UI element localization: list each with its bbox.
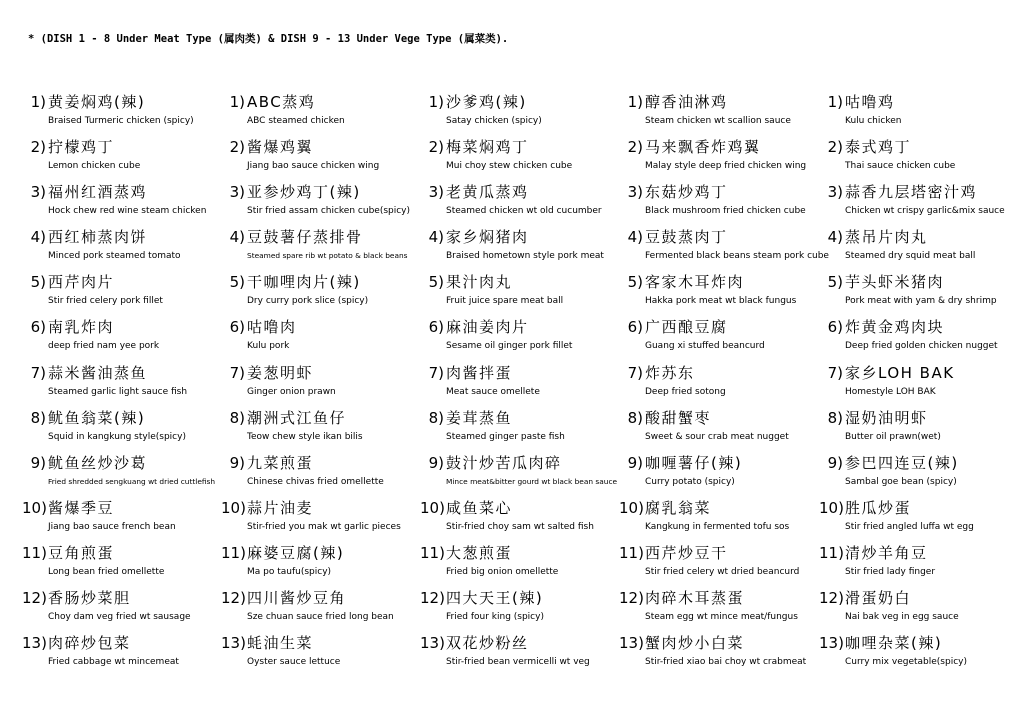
dish-number: 12) [619,589,644,608]
dish-english-name: Fermented black beans steam pork cube [645,251,829,262]
dish-english-name: Steamed ginger paste fish [446,431,565,442]
dish-number: 12) [819,589,844,608]
dish-number: 6) [229,318,245,337]
dish-item [22,227,221,272]
dish-english-name: Guang xi stuffed beancurd [645,341,765,352]
dish-number: 10) [420,498,445,517]
dish-item [619,408,818,453]
dish-number: 5) [428,273,444,292]
dish-number: 1) [827,93,843,111]
dish-english-name: Hakka pork meat wt black fungus [645,296,797,307]
dish-item [22,498,221,543]
dish-item [819,92,1018,137]
dish-item [221,137,420,182]
dish-number: 6) [428,318,444,337]
dish-number: 11) [619,543,644,562]
dish-chinese-name: 西红柿蒸肉饼 [48,228,148,247]
dish-chinese-name: ABC蒸鸡 [247,93,316,111]
dish-item [819,633,1018,678]
dish-number: 4) [627,228,643,247]
dish-item [221,92,420,137]
dish-english-name: Sesame oil ginger pork fillet [446,341,573,352]
dish-chinese-name: 家乡LOH BAK [845,363,955,382]
dish-chinese-name: 蟹肉炒小白菜 [645,634,745,653]
dish-english-name: Stir fried assam chicken cube(spicy) [247,206,411,217]
dish-item [22,137,221,182]
dish-number: 6) [827,318,843,337]
dish-number: 13) [221,634,246,653]
dish-chinese-name: 咕噜鸡 [845,93,895,111]
dish-number: 2) [30,138,46,157]
dish-chinese-name: 鼓汁炒苦瓜肉碎 [446,453,562,472]
dish-number: 13) [420,634,445,653]
dish-chinese-name: 咖喱薯仔(辣) [645,453,743,472]
dish-english-name: Long bean fried omellette [48,566,165,577]
dish-item [819,137,1018,182]
dish-number: 2) [827,138,843,157]
dish-item [221,182,420,227]
dish-english-name: Lemon chicken cube [48,161,141,172]
dish-number: 11) [22,543,47,562]
dish-english-name: Malay style deep fried chicken wing [645,161,807,172]
dish-english-name: Sze chuan sauce fried long bean [247,612,394,623]
dish-number: 2) [428,138,444,157]
dish-chinese-name: 老黄瓜蒸鸡 [446,183,529,202]
dish-item [221,588,420,633]
dish-item [221,317,420,362]
dish-english-name: Stir-fried choy sam wt salted fish [446,521,594,532]
menu-grid [0,92,1024,682]
dish-number: 5) [827,273,843,292]
dish-english-name: Stir-fried xiao bai choy wt crabmeat [645,657,807,668]
dish-chinese-name: 炸苏东 [645,363,695,382]
dish-chinese-name: 咖哩杂菜(辣) [845,634,943,653]
dish-chinese-name: 麻婆豆腐(辣) [247,543,345,562]
dish-item [22,317,221,362]
dish-number: 13) [22,634,47,653]
dish-chinese-name: 西芹肉片 [48,273,115,292]
dish-number: 7) [229,363,245,382]
dish-number: 8) [30,408,46,427]
dish-item [819,543,1018,588]
dish-number: 12) [420,589,445,608]
dish-item [819,272,1018,317]
dish-number: 12) [221,589,246,608]
dish-item [420,363,619,408]
dish-chinese-name: 广西酿豆腐 [645,318,728,337]
dish-chinese-name: 芋头虾米猪肉 [845,273,945,292]
dish-item [221,363,420,408]
dish-english-name: Stir fried lady finger [845,566,936,577]
dish-chinese-name: 炸黄金鸡肉块 [845,318,945,337]
dish-item [22,272,221,317]
dish-english-name: Deep fried sotong [645,386,726,397]
dish-chinese-name: 酸甜蟹枣 [645,408,712,427]
menu-note: * (DISH 1 - 8 Under Meat Type (属肉类) & DISH 9 - 13 Under Vege Type (属菜类). [28,33,509,45]
dish-english-name: Oyster sauce lettuce [247,657,341,668]
dish-chinese-name: 梅菜焖鸡丁 [446,138,529,157]
dish-chinese-name: 腐乳翁菜 [645,498,712,517]
dish-english-name: Kulu chicken [845,116,902,126]
dish-english-name: Chicken wt crispy garlic&mix sauce [845,206,1005,217]
dish-number: 7) [428,363,444,382]
dish-number: 5) [30,273,46,292]
dish-item [221,543,420,588]
dish-english-name: Curry potato (spicy) [645,476,735,487]
dish-item [819,408,1018,453]
dish-item [420,588,619,633]
dish-english-name: Stir fried angled luffa wt egg [845,521,974,532]
dish-number: 6) [627,318,643,337]
dish-number: 9) [229,453,245,472]
dish-english-name: Jiang bao sauce chicken wing [247,161,380,172]
dish-english-name: Steam egg wt mince meat/fungus [645,612,798,623]
dish-item [420,92,619,137]
dish-english-name: Deep fried golden chicken nugget [845,341,998,352]
dish-number: 4) [229,228,245,247]
dish-number: 3) [627,183,643,202]
dish-english-name: Thai sauce chicken cube [845,161,956,172]
dish-number: 1) [627,93,643,111]
dish-english-name: Kulu pork [247,341,290,352]
dish-chinese-name: 双花炒粉丝 [446,634,529,653]
dish-english-name: Kangkung in fermented tofu sos [645,521,790,532]
dish-number: 7) [627,363,643,382]
dish-chinese-name: 咕噜肉 [247,318,297,337]
dish-english-name: Steamed spare rib wt potato & black beans [247,251,408,261]
dish-english-name: Homestyle LOH BAK [845,386,936,397]
dish-number: 12) [22,589,47,608]
dish-chinese-name: 潮洲式江鱼仔 [247,408,347,427]
dish-english-name: Curry mix vegetable(spicy) [845,657,967,668]
dish-item [221,272,420,317]
dish-chinese-name: 客家木耳炸肉 [645,273,745,292]
dish-number: 10) [619,498,644,517]
dish-chinese-name: 参巴四连豆(辣) [845,453,959,472]
dish-number: 2) [627,138,643,157]
dish-item [619,543,818,588]
dish-english-name: Braised hometown style pork meat [446,251,604,262]
dish-number: 6) [30,318,46,337]
dish-chinese-name: 胜瓜炒蛋 [845,498,912,517]
dish-number: 3) [30,183,46,202]
dish-chinese-name: 姜茸蒸鱼 [446,408,513,427]
dish-item [819,363,1018,408]
dish-number: 9) [827,453,843,472]
dish-chinese-name: 滑蛋奶白 [845,589,912,608]
dish-item [22,182,221,227]
dish-chinese-name: 蒜米酱油蒸鱼 [48,363,148,382]
dish-chinese-name: 酱爆季豆 [48,498,115,517]
dish-chinese-name: 湿奶油明虾 [845,408,928,427]
dish-chinese-name: 大葱煎蛋 [446,543,513,562]
dish-english-name: Minced pork steamed tomato [48,251,181,262]
dish-chinese-name: 咸鱼菜心 [446,498,513,517]
dish-item [22,633,221,678]
dish-english-name: Steamed chicken wt old cucumber [446,206,602,217]
dish-number: 4) [428,228,444,247]
dish-english-name: Braised Turmeric chicken (spicy) [48,116,194,126]
dish-item [819,588,1018,633]
dish-number: 13) [619,634,644,653]
dish-number: 8) [827,408,843,427]
dish-english-name: Ginger onion prawn [247,386,336,397]
dish-chinese-name: 肉碎木耳蒸蛋 [645,589,745,608]
dish-number: 2) [229,138,245,157]
dish-english-name: Nai bak veg in egg sauce [845,612,959,623]
dish-number: 3) [428,183,444,202]
dish-item [619,633,818,678]
dish-chinese-name: 黄姜焖鸡(辣) [48,93,146,111]
dish-item [221,453,420,498]
dish-chinese-name: 沙爹鸡(辣) [446,93,527,111]
dish-item [420,272,619,317]
dish-chinese-name: 西芹炒豆干 [645,543,728,562]
dish-number: 1) [229,93,245,111]
dish-chinese-name: 蒸吊片肉丸 [845,228,928,247]
dish-item [22,363,221,408]
dish-chinese-name: 鱿鱼丝炒沙葛 [48,453,148,472]
dish-chinese-name: 拧檬鸡丁 [48,138,115,157]
dish-chinese-name: 九菜煎蛋 [247,453,314,472]
dish-english-name: Stir-fried you mak wt garlic pieces [247,521,401,532]
dish-english-name: Stir-fried bean vermicelli wt veg [446,657,590,668]
dish-english-name: Jiang bao sauce french bean [48,521,176,532]
dish-chinese-name: 马来飘香炸鸡翼 [645,138,761,157]
dish-english-name: Steam chicken wt scallion sauce [645,116,791,126]
dish-english-name: Dry curry pork slice (spicy) [247,296,369,307]
dish-number: 9) [627,453,643,472]
dish-chinese-name: 姜葱明虾 [247,363,314,382]
dish-chinese-name: 果汁肉丸 [446,273,513,292]
dish-english-name: Steamed dry squid meat ball [845,251,976,262]
dish-english-name: Sweet & sour crab meat nugget [645,431,789,442]
dish-item [819,227,1018,272]
dish-number: 4) [30,228,46,247]
dish-number: 13) [819,634,844,653]
dish-english-name: Ma po taufu(spicy) [247,566,332,577]
dish-number: 5) [229,273,245,292]
dish-english-name: Fried big onion omellette [446,566,559,577]
dish-english-name: Squid in kangkung style(spicy) [48,431,186,442]
dish-chinese-name: 清炒羊角豆 [845,543,928,562]
dish-chinese-name: 蒜香九层塔密汁鸡 [845,183,978,202]
dish-english-name: Choy dam veg fried wt sausage [48,612,191,623]
dish-item [619,227,829,272]
dish-item [420,408,619,453]
dish-chinese-name: 家乡焖猪肉 [446,228,529,247]
dish-english-name: Mince meat&bitter gourd wt black bean sauce [446,476,618,486]
dish-item [420,182,619,227]
dish-number: 8) [229,408,245,427]
dish-number: 8) [428,408,444,427]
dish-item [420,453,619,498]
dish-item [22,408,221,453]
dish-english-name: ABC steamed chicken [247,116,345,126]
dish-chinese-name: 四大天王(辣) [446,589,544,608]
dish-item [22,543,221,588]
dish-item [819,498,1018,543]
dish-item [221,227,420,272]
menu-column-3 [420,92,619,678]
dish-english-name: Mui choy stew chicken cube [446,161,573,172]
dish-number: 11) [819,543,844,562]
dish-number: 3) [229,183,245,202]
dish-chinese-name: 福州红酒蒸鸡 [48,183,148,202]
dish-number: 3) [827,183,843,202]
dish-item [22,453,221,498]
dish-item [420,137,619,182]
dish-english-name: Fried shredded sengkuang wt dried cuttlefish [48,476,216,486]
dish-number: 10) [22,498,47,517]
dish-chinese-name: 干咖哩肉片(辣) [247,273,361,292]
dish-english-name: Chinese chivas fried omellette [247,476,384,487]
dish-number: 11) [420,543,445,562]
dish-number: 9) [428,453,444,472]
dish-number: 9) [30,453,46,472]
dish-chinese-name: 豆鼓蒸肉丁 [645,228,728,247]
dish-item [819,182,1018,227]
menu-column-5 [819,92,1018,678]
dish-chinese-name: 泰式鸡丁 [845,138,912,157]
dish-chinese-name: 豆角煎蛋 [48,543,115,562]
dish-chinese-name: 肉碎炒包菜 [48,634,131,653]
menu-column-2 [221,92,420,678]
dish-item [420,317,619,362]
dish-item [619,363,818,408]
dish-chinese-name: 南乳炸肉 [48,318,115,337]
dish-item [619,272,818,317]
dish-item [221,408,420,453]
dish-chinese-name: 鱿鱼翁菜(辣) [48,408,146,427]
dish-chinese-name: 醇香油淋鸡 [645,93,728,111]
dish-english-name: Stir fried celery wt dried beancurd [645,566,800,577]
dish-item [619,453,818,498]
dish-item [420,227,619,272]
dish-item [420,633,619,678]
dish-number: 4) [827,228,843,247]
dish-english-name: Steamed garlic light sauce fish [48,386,188,397]
dish-chinese-name: 肉酱拌蛋 [446,363,513,382]
dish-number: 10) [819,498,844,517]
dish-item [420,498,619,543]
dish-number: 7) [30,363,46,382]
dish-english-name: Sambal goe bean (spicy) [845,476,957,487]
dish-chinese-name: 酱爆鸡翼 [247,138,314,157]
dish-item [22,588,221,633]
dish-number: 7) [827,363,843,382]
dish-item [619,498,818,543]
dish-chinese-name: 亚参炒鸡丁(辣) [247,183,361,202]
dish-item [619,182,818,227]
dish-chinese-name: 东菇炒鸡丁 [645,183,728,202]
dish-english-name: Teow chew style ikan bilis [247,431,363,442]
dish-item [619,317,818,362]
dish-item [619,137,818,182]
dish-item [619,92,818,137]
dish-english-name: Hock chew red wine steam chicken [48,206,207,217]
menu-column-1 [22,92,221,678]
dish-number: 1) [30,93,46,111]
dish-english-name: Black mushroom fried chicken cube [645,206,806,217]
dish-item [221,633,420,678]
dish-english-name: deep fried nam yee pork [48,341,160,352]
dish-number: 8) [627,408,643,427]
dish-item [221,498,420,543]
dish-number: 11) [221,543,246,562]
menu-column-4 [619,92,829,678]
dish-item [22,92,221,137]
dish-chinese-name: 蚝油生菜 [247,634,314,653]
dish-english-name: Fried cabbage wt mincemeat [48,657,179,668]
dish-item [420,543,619,588]
dish-item [619,588,818,633]
dish-item [819,453,1018,498]
dish-number: 5) [627,273,643,292]
dish-english-name: Pork meat with yam & dry shrimp [845,296,997,307]
dish-english-name: Meat sauce omellete [446,386,540,397]
dish-chinese-name: 蒜片油麦 [247,498,314,517]
dish-number: 1) [428,93,444,111]
dish-chinese-name: 四川酱炒豆角 [247,589,347,608]
dish-english-name: Fried four king (spicy) [446,612,544,623]
dish-english-name: Butter oil prawn(wet) [845,431,941,442]
dish-english-name: Fruit juice spare meat ball [446,296,564,307]
dish-chinese-name: 麻油姜肉片 [446,318,529,337]
dish-chinese-name: 豆鼓薯仔蒸排骨 [247,228,363,247]
dish-english-name: Satay chicken (spicy) [446,116,542,126]
dish-english-name: Stir fried celery pork fillet [48,296,163,307]
dish-chinese-name: 香肠炒菜胆 [48,589,131,608]
dish-item [819,317,1018,362]
dish-number: 10) [221,498,246,517]
